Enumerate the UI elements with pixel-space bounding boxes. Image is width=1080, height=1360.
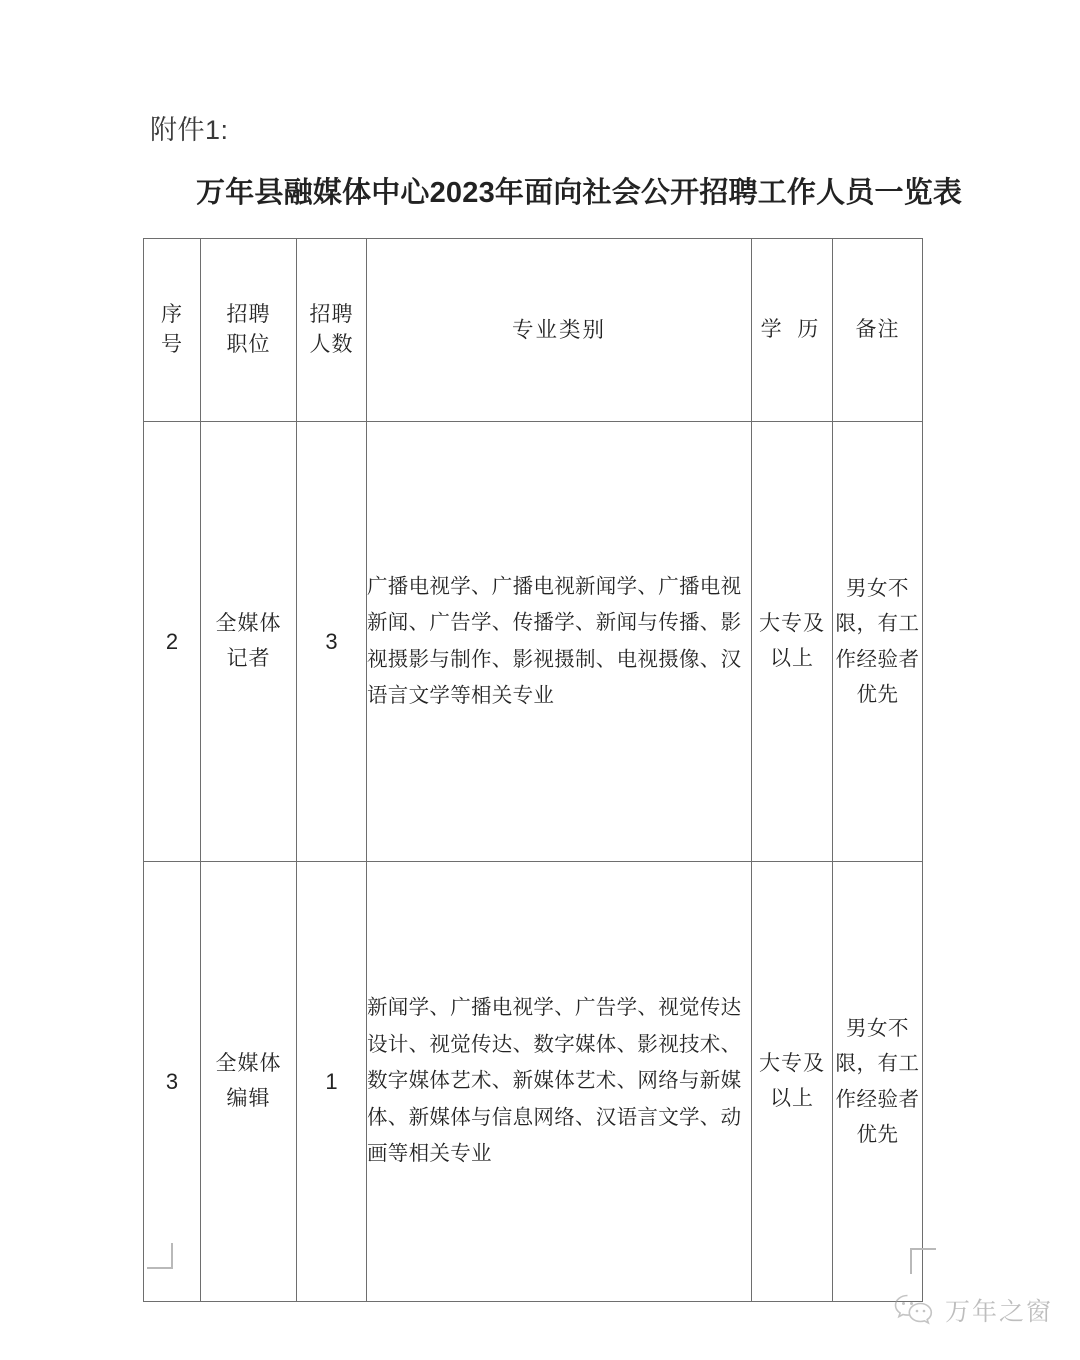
attachment-label: 附件1: bbox=[150, 115, 229, 145]
column-header-headcount bbox=[297, 239, 367, 422]
cell-education bbox=[752, 862, 833, 1302]
cell-education-line1: 大专及 bbox=[759, 612, 825, 636]
cell-seq: 3 bbox=[144, 862, 201, 1302]
cell-education-line2: 以上 bbox=[770, 1086, 814, 1110]
table-row bbox=[144, 862, 923, 1302]
cell-majors: 广播电视学、广播电视新闻学、广播电视新闻、广告学、传播学、新闻与传播、影视摄影与制作、影视摄制、电视摄像、汉语言文学等相关专业 bbox=[367, 422, 752, 862]
column-header-note: 备注 bbox=[833, 239, 923, 422]
cell-note: 男女不限，有工作经验者优先 bbox=[833, 422, 923, 862]
column-header-education: 学 历 bbox=[752, 239, 833, 422]
cell-education-line1: 大专及 bbox=[759, 1052, 825, 1076]
column-header-position bbox=[201, 239, 297, 422]
column-header-position-line1: 招聘 bbox=[226, 303, 271, 327]
cell-majors: 新闻学、广播电视学、广告学、视觉传达设计、视觉传达、数字媒体、影视技术、数字媒体艺术、新媒体艺术、网络与新媒体、新媒体与信息网络、汉语言文学、动画等相关专业 bbox=[367, 862, 752, 1302]
recruitment-table bbox=[143, 238, 923, 1302]
table-header-row bbox=[144, 239, 923, 422]
column-header-position-line2: 职位 bbox=[226, 333, 271, 356]
cell-position-line2: 记者 bbox=[226, 646, 271, 670]
cell-education bbox=[752, 422, 833, 862]
cell-education-line2: 以上 bbox=[770, 646, 814, 670]
cell-note: 男女不限，有工作经验者优先 bbox=[833, 862, 923, 1302]
wechat-bubbles-icon bbox=[893, 1292, 935, 1328]
page-title: 万年县融媒体中心2023年面向社会公开招聘工作人员一览表 bbox=[196, 177, 963, 209]
table-row bbox=[144, 422, 923, 862]
column-header-major: 专业类别 bbox=[367, 239, 752, 422]
column-header-headcount-line2: 人数 bbox=[309, 333, 354, 356]
column-header-seq-line1: 序 bbox=[161, 303, 183, 327]
column-header-headcount-line1: 招聘 bbox=[309, 303, 354, 327]
recruitment-table-container bbox=[143, 238, 922, 1302]
cell-headcount: 3 bbox=[297, 422, 367, 862]
column-header-seq bbox=[144, 239, 201, 422]
footer-brand bbox=[893, 1292, 1053, 1328]
cell-position-line1: 全媒体 bbox=[215, 1052, 282, 1076]
cell-position-line2: 编辑 bbox=[226, 1086, 271, 1110]
cell-headcount: 1 bbox=[297, 862, 367, 1302]
brand-name: 万年之窗 bbox=[945, 1299, 1054, 1326]
cell-position bbox=[201, 862, 297, 1302]
cell-seq: 2 bbox=[144, 422, 201, 862]
cell-position-line1: 全媒体 bbox=[215, 612, 282, 636]
column-header-seq-line2: 号 bbox=[161, 333, 183, 356]
cell-position bbox=[201, 422, 297, 862]
